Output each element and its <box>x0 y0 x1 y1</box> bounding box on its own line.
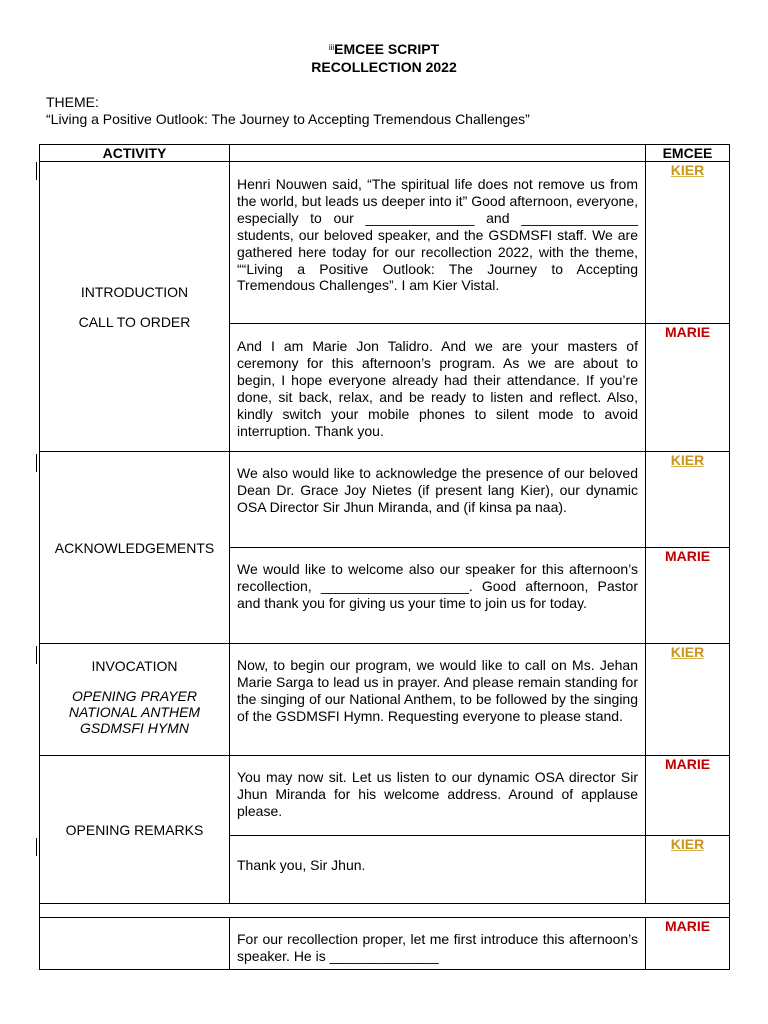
emcee-cell <box>646 756 730 836</box>
activity-cell <box>40 644 230 756</box>
spacer-cell <box>40 904 730 918</box>
activity-italic-label: NATIONAL ANTHEM <box>68 704 201 720</box>
emcee-cell <box>646 548 730 644</box>
table-row <box>40 162 730 324</box>
theme-label: THEME: <box>46 94 99 110</box>
emcee-cell <box>646 644 730 756</box>
emcee-name-kier: KIER <box>670 644 705 660</box>
script-text: Now, to begin our program, we would like to call on Ms. Jehan Marie Sarga to lead us in prayer. And please remain standing for the singing of our National Anthem, to be followed by the singing of the GSDMSFI Hymn. Requesting everyone to please stand. <box>237 657 638 724</box>
emcee-cell <box>646 918 730 970</box>
activity-italic-label: GSDMSFI HYMN <box>80 720 189 736</box>
table-row <box>40 918 730 970</box>
emcee-name-marie: MARIE <box>664 918 711 934</box>
activity-label: ACKNOWLEDGEMENTS <box>54 539 215 556</box>
emcee-cell <box>646 162 730 324</box>
header-emcee: EMCEE <box>646 145 730 162</box>
emcee-name-kier: KIER <box>670 162 705 178</box>
theme-block <box>46 94 530 128</box>
script-text: Thank you, Sir Jhun. <box>237 857 366 873</box>
emcee-cell <box>646 452 730 548</box>
activity-label: OPENING REMARKS <box>65 821 204 838</box>
theme-text: “Living a Positive Outlook: The Journey to Accepting Tremendous Challenges” <box>46 111 530 127</box>
script-cell <box>230 918 646 970</box>
script-text: And I am Marie Jon Talidro. And we are your masters of ceremony for this afternoon’s program. As we are about to begin, I hope everyone already had their attendance. If you’re done, sit back, relax, and be ready to listen and reflect. Also, kindly switch your mobile phones to silent mode to avoid interruption. Thank you. <box>237 338 638 439</box>
margin-mark <box>36 162 37 180</box>
emcee-name-kier: KIER <box>670 836 705 852</box>
title-text: EMCEE SCRIPT <box>334 41 440 57</box>
margin-mark <box>36 646 37 664</box>
header-activity: ACTIVITY <box>40 145 230 162</box>
script-text: You may now sit. Let us listen to our dynamic OSA director Sir Jhun Miranda for his welcome address. Around of applause please. <box>237 769 638 819</box>
script-cell <box>230 644 646 756</box>
script-text: For our recollection proper, let me first introduce this afternoon’s speaker. He is ______________ <box>237 931 638 964</box>
activity-cell <box>40 918 230 970</box>
activity-cell <box>40 452 230 644</box>
header-script <box>230 145 646 162</box>
script-cell <box>230 452 646 548</box>
table-header-row <box>40 145 730 162</box>
activity-italic-label: OPENING PRAYER <box>72 688 197 704</box>
activity-label: INTRODUCTION <box>80 283 189 300</box>
activity-cell <box>40 756 230 904</box>
document-title-line2: RECOLLECTION 2022 <box>311 59 457 75</box>
emcee-name-kier: KIER <box>670 452 705 468</box>
script-cell <box>230 162 646 324</box>
document-title-line1 <box>0 40 768 58</box>
margin-mark <box>36 838 37 856</box>
table-row <box>40 452 730 548</box>
emcee-name-marie: MARIE <box>664 548 711 564</box>
emcee-cell <box>646 836 730 904</box>
emcee-name-marie: MARIE <box>664 324 711 340</box>
table-row <box>40 644 730 756</box>
emcee-cell <box>646 324 730 452</box>
script-cell <box>230 756 646 836</box>
spacer-row <box>40 904 730 918</box>
emcee-name-marie: MARIE <box>664 756 711 772</box>
script-cell <box>230 324 646 452</box>
script-cell <box>230 548 646 644</box>
script-cell <box>230 836 646 904</box>
script-text: We also would like to acknowledge the presence of our beloved Dean Dr. Grace Joy Nietes (if present lang Kier), our dynamic OSA Director Sir Jhun Miranda, and (if kinsa pa naa). <box>237 465 638 515</box>
table-row <box>40 756 730 836</box>
script-text: Henri Nouwen said, “The spiritual life does not remove us from the world, but leads us deeper into it” Good afternoon, everyone, especially to our ______________ and _______________ students, our beloved speaker, and the GSDMSFI staff. We are gathered here today for our recollection 2022, with the theme, ““Living a Positive Outlook: The Journey to Accepting Tremendous Challenges”. I am Kier Vistal. <box>237 176 638 294</box>
margin-mark <box>36 454 37 472</box>
emcee-script-table <box>39 144 730 970</box>
activity-label: INVOCATION <box>91 658 178 674</box>
activity-label: CALL TO ORDER <box>78 313 191 330</box>
title-superscript: iii <box>328 43 335 52</box>
script-text: We would like to welcome also our speaker for this afternoon’s recollection, ___________________. Good afternoon, Pastor and thank you for giving us your time to join us for today. <box>237 561 638 611</box>
document-header <box>0 40 768 76</box>
activity-cell <box>40 162 230 452</box>
